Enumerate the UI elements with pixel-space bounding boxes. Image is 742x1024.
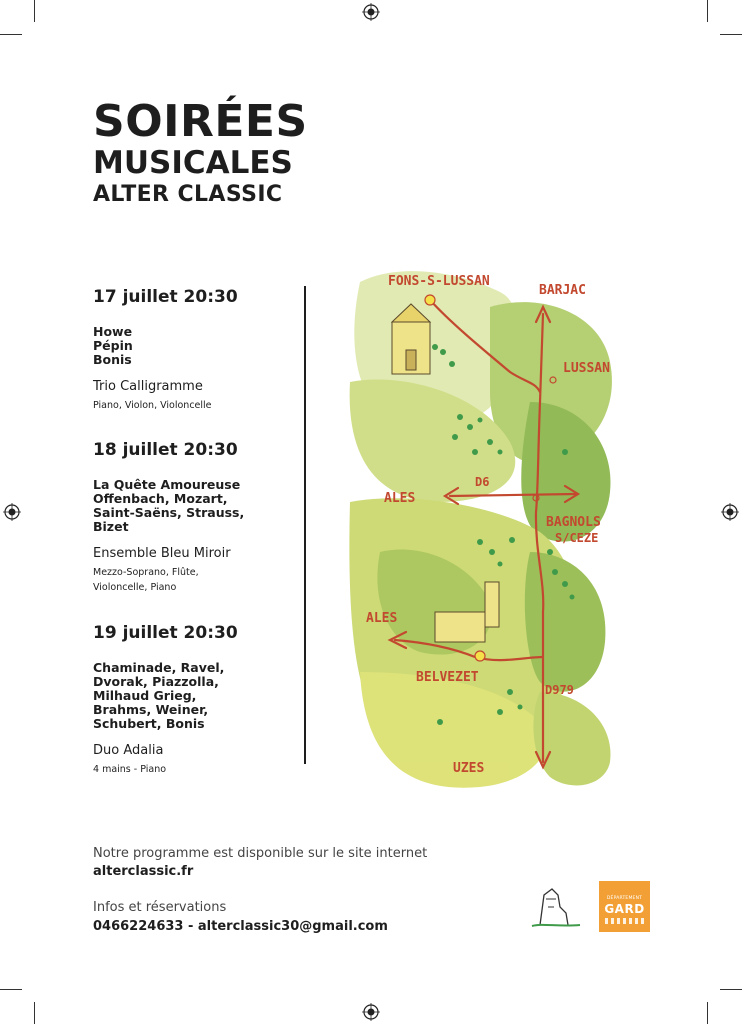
title-line-3: ALTER CLASSIC bbox=[93, 182, 283, 207]
map-label-fons: FONS-S-LUSSAN bbox=[388, 274, 490, 289]
map-label-d6: D6 bbox=[475, 475, 490, 489]
instruments: Violoncelle, Piano bbox=[93, 582, 177, 593]
map-label-bagnols: BAGNOLS bbox=[546, 515, 601, 530]
title-line-2: MUSICALES bbox=[93, 145, 293, 181]
map-label-uzes: UZES bbox=[453, 761, 485, 776]
composer-line: La Quête Amoureuse bbox=[93, 477, 241, 492]
programme-text: Notre programme est disponible sur le site internet bbox=[93, 846, 428, 861]
composer-line: Offenbach, Mozart, bbox=[93, 491, 228, 506]
website-link[interactable]: alterclassic.fr bbox=[93, 864, 194, 879]
title-line-1: SOIRÉES bbox=[93, 96, 308, 147]
crop-mark-bottom-right-h bbox=[720, 989, 742, 990]
map-label-belvezet: BELVEZET bbox=[416, 670, 479, 685]
crop-mark-bottom-left-h bbox=[0, 989, 22, 990]
composer-line: Dvorak, Piazzolla, bbox=[93, 674, 219, 689]
ensemble-name: Ensemble Bleu Miroir bbox=[93, 546, 231, 561]
concert-3 bbox=[93, 623, 298, 777]
ensemble-name: Duo Adalia bbox=[93, 743, 164, 758]
instruments: 4 mains - Piano bbox=[93, 764, 167, 775]
gard-department-logo bbox=[599, 881, 650, 932]
gard-logo-text: GARD bbox=[604, 902, 645, 916]
crop-mark-top-right-h bbox=[720, 34, 742, 35]
map-label-ales-bottom: ALES bbox=[366, 611, 398, 626]
crop-mark-bottom-right bbox=[707, 1002, 708, 1024]
concert-2 bbox=[93, 440, 298, 595]
concert-date: 19 juillet 20:30 bbox=[93, 623, 238, 643]
composer-line: Howe bbox=[93, 324, 133, 339]
crop-mark-bottom-left bbox=[34, 1002, 35, 1024]
ensemble-name: Trio Calligramme bbox=[93, 379, 203, 394]
map-label-lussan: LUSSAN bbox=[563, 361, 610, 376]
gard-logo-small-text: DÉPARTEMENT bbox=[606, 896, 643, 901]
concert-1 bbox=[93, 287, 298, 413]
concert-date: 17 juillet 20:30 bbox=[93, 287, 238, 307]
composer-line: Saint-Saëns, Strauss, bbox=[93, 505, 245, 520]
gard-logo-bridge-icon bbox=[605, 918, 644, 924]
crop-mark-top-right bbox=[707, 0, 708, 22]
composer-line: Bizet bbox=[93, 519, 129, 534]
tower-logo-icon bbox=[530, 885, 582, 931]
composer-line: Bonis bbox=[93, 352, 132, 367]
registration-mark-top bbox=[362, 3, 380, 21]
composer-line: Chaminade, Ravel, bbox=[93, 660, 225, 675]
infos-text: Infos et réservations bbox=[93, 900, 227, 915]
composer-line: Pépin bbox=[93, 338, 133, 353]
crop-mark-top-left bbox=[34, 0, 35, 22]
registration-mark-bottom bbox=[362, 1003, 380, 1021]
registration-mark-left bbox=[3, 503, 21, 521]
concert-date: 18 juillet 20:30 bbox=[93, 440, 238, 460]
contact-line[interactable]: 0466224633 - alterclassic30@gmail.com bbox=[93, 919, 388, 934]
page-title bbox=[93, 96, 308, 207]
instruments: Mezzo-Soprano, Flûte, bbox=[93, 567, 199, 578]
crop-mark-top-left-h bbox=[0, 34, 22, 35]
map-label-ales-top: ALES bbox=[384, 491, 416, 506]
instruments: Piano, Violon, Violoncelle bbox=[93, 400, 212, 411]
column-divider bbox=[304, 286, 306, 764]
registration-mark-right bbox=[721, 503, 739, 521]
map-label-sceze: S/CEZE bbox=[555, 531, 599, 545]
composer-line: Milhaud Grieg, bbox=[93, 688, 197, 703]
watercolor-map bbox=[340, 252, 628, 797]
map-label-barjac: BARJAC bbox=[539, 283, 586, 298]
map-label-d979: D979 bbox=[545, 683, 574, 697]
composer-line: Schubert, Bonis bbox=[93, 716, 205, 731]
composer-line: Brahms, Weiner, bbox=[93, 702, 209, 717]
